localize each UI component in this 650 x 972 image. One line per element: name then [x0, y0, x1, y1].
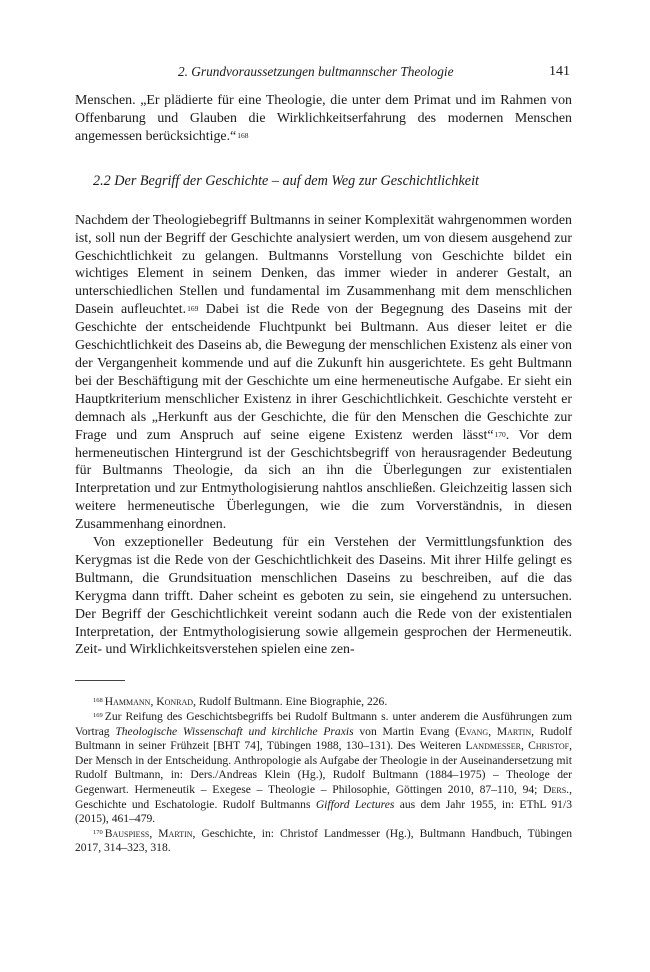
footnote-author: Landmesser, Christof	[465, 739, 570, 753]
footnote-author: Evang, Martin	[459, 724, 532, 738]
footnote-168	[75, 695, 572, 710]
footnote-ref-170: 170	[494, 429, 506, 439]
footnote-text: Zur Reifung des Geschichtsbegriffs bei Rudolf Bultmann s. unter anderem die Ausführungen zum Vortrag	[75, 709, 572, 738]
section-heading: 2.2 Der Begriff der Geschichte – auf dem Weg zur Geschichtlichkeit	[93, 172, 479, 189]
intro-paragraph	[75, 92, 572, 146]
footnote-text: , Der Mensch in der Entscheidung. Anthropologie als Aufgabe der Theologie in der Auseinandersetzung mit Rudolf Bultmann, in: Ders./Andreas Klein (Hg.), Rudolf Bultmann (1884–1975) – Theologe der Gegenwart. Hermeneutik – Exegese – Theologie – Philosophie, Göttingen 2010, 87–110, 94;	[75, 739, 572, 796]
footnote-divider	[75, 680, 125, 681]
footnote-ref-168: 168	[237, 130, 249, 140]
paragraph-1-text-b: Dabei ist die Rede von der Begegnung des Daseins mit der Geschichte der entscheidende Fluchtpunkt bei Bultmann. Aus dieser leitet er die Geschichtlichkeit des Daseins ab, die Bewegung der menschlichen Existenz als einer von der Vergangenheit kommende und auf die Zukunft hin ausgerichtete. Es geht Bultmann bei der Beschäftigung mit der Geschichte um eine hermeneutische Aufgabe. Er sieht ein Hauptkriterium menschlicher Existenz in ihrer Geschichtlichkeit. Geschichte versteht er demnach als „Herkunft aus der Geschichte, die für den Menschen die Geschichte zur Frage und zum Anspruch auf seine eigene Existenz werden lässt“	[75, 302, 572, 443]
footnote-text: , Geschichte und Eschatologie. Rudolf Bultmanns	[75, 782, 572, 811]
footnote-text: , Geschichte, in: Christof Landmesser (Hg.), Bultmann Handbuch, Tübingen 2017, 314–323, 318.	[75, 826, 573, 855]
running-header	[75, 64, 570, 84]
footnote-170	[75, 827, 572, 856]
footnote-number: 169	[93, 711, 103, 719]
footnote-number: 170	[93, 828, 103, 836]
main-text	[75, 92, 572, 856]
footnote-ref-169: 169	[187, 304, 199, 314]
paragraph-1	[75, 212, 572, 534]
footnote-text: von Martin Evang (	[353, 724, 460, 738]
footnote-text: , Rudolf Bultmann in seiner Frühzeit [BHT 74], Tübingen 1988, 130–131). Des Weiteren	[75, 724, 572, 753]
page-number: 141	[549, 64, 570, 79]
intro-text: Menschen. „Er plädierte für eine Theologie, die unter dem Primat und im Rahmen von Offenbarung und Glauben die Wirklichkeitserfahrung des modernen Menschen angemessen berücksichtige.“	[75, 93, 572, 144]
footnote-number: 168	[93, 697, 103, 705]
footnote-title: Theologische Wissenschaft und kirchliche Praxis	[115, 724, 354, 738]
footnote-169	[75, 710, 572, 827]
paragraph-1-text-c: . Vor dem hermeneutischen Hintergrund ist der Geschichtsbegriff von herausragender Bedeutung für Bultmanns Theologie, da sich an ihn die Überlegungen zur existentialen Interpretation und zur Entmythologisierung nahtlos anschließen. Gleichzeitig lassen sich weitere hermeneutische Überlegungen, wie die zum Vorverständnis, in diesen Zusammenhang einordnen.	[75, 427, 572, 533]
paragraph-2: Von exzeptioneller Bedeutung für ein Verstehen der Vermittlungsfunktion des Kerygmas ist die Rede von der Geschichtlichkeit des Daseins. Mit ihrer Hilfe gelingt es Bultmann, die Grundsituation menschlichen Daseins zu beschreiben, auf die das Kerygma dann trifft. Daher scheint es geboten zu sein, sie eingehend zu untersuchen. Der Begriff der Geschichtlichkeit vereint sodann auch die Rede von der existentialen Interpretation, der Entmythologisierung sowie allgemein gesprochen der Hermeneutik. Zeit- und Wirklichkeitsverstehen spielen eine zen-	[75, 535, 572, 658]
footnote-title: Gifford Lectures	[315, 797, 395, 811]
running-title: 2. Grundvoraussetzungen bultmannscher Theologie	[178, 64, 454, 79]
footnote-text: aus dem Jahr 1955, in: EThL 91/3 (2015), 461–479.	[75, 797, 572, 826]
paragraph-1-text-a: Nachdem der Theologiebegriff Bultmanns in seiner Komplexität wahrgenommen worden ist, soll nun der Begriff der Geschichte analysiert werden, um von diesem ausgehend zur Geschichtlichkeit zu gelangen. Bultmanns Vorstellung von Geschichte bildet ein wichtiges Element in seinem Denken, das immer wieder in anderer Gestalt, an unterschiedlichen Stellen und fundamental im Zusammenhang mit dem menschlichen Dasein aufleuchtet.	[75, 212, 572, 318]
footnote-author: Hammann, Konrad	[104, 695, 194, 709]
footnote-text: , Rudolf Bultmann. Eine Biographie, 226.	[193, 695, 388, 709]
footnote-author: Ders.	[543, 782, 570, 796]
footnote-author: Bauspiess, Martin	[104, 826, 193, 840]
